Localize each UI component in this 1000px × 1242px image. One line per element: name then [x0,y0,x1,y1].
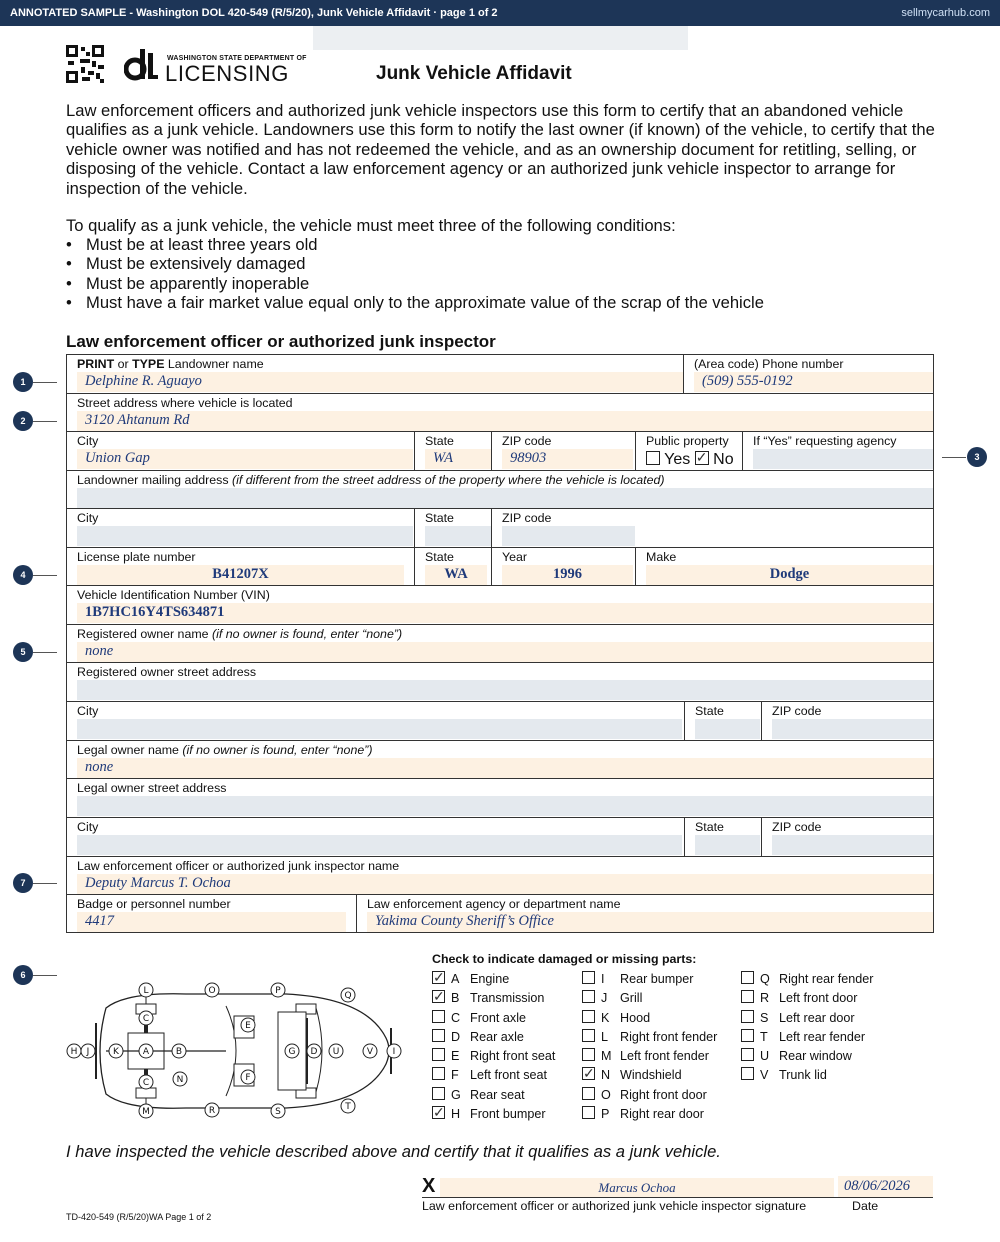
part-name: Left front door [779,991,858,1006]
city-value: Union Gap [85,450,150,466]
barcode-icon [66,45,104,83]
marker-leader-line [33,575,57,576]
registered-owner-cell [67,625,933,662]
legal-state-field[interactable] [695,835,760,855]
legal-city-row [67,818,933,857]
part-name: Rear window [779,1049,852,1064]
year-value: 1996 [553,566,582,582]
legal-zip-field[interactable] [772,835,933,855]
part-name: Rear axle [470,1029,524,1044]
phone-label: (Area code) Phone number [694,357,844,371]
part-name: Engine [470,972,510,986]
registered-state-field[interactable] [695,719,760,739]
svg-text:P: P [275,986,281,996]
city-cell [67,432,414,470]
part-checkbox[interactable] [432,1087,445,1100]
zip-field[interactable] [502,449,633,469]
marker-leader-line [33,421,57,422]
badge-cell [67,895,356,932]
zip-label: ZIP code [502,434,552,448]
svg-text:C: C [142,1014,150,1024]
part-letter: C [451,1010,461,1025]
legal-owner-field[interactable] [77,758,933,778]
certification-statement: I have inspected the vehicle described above and certify that it qualifies as a junk vehicle. [66,1142,721,1161]
form-title: Junk Vehicle Affidavit [376,63,572,84]
landowner-cell [67,355,683,393]
part-checkbox[interactable] [432,1048,445,1061]
requesting-agency-field[interactable] [753,449,933,469]
officer-cell [67,857,933,894]
svg-text:T: T [345,1102,351,1112]
marker-leader-line [33,975,57,976]
condition-item: • Must be apparently inoperable [66,274,764,293]
part-letter: F [451,1068,459,1083]
registered-city-label: City [77,704,99,718]
legal-state-label: State [695,820,724,834]
svg-text:G: G [288,1047,296,1057]
state-label: State [425,434,454,448]
signature-label: Law enforcement officer or authorized junk vehicle inspector signature [422,1199,807,1213]
officer-row [67,857,933,895]
year-field[interactable] [502,565,633,585]
qualify-lead: To qualify as a junk vehicle, the vehicle must meet three of the following conditions: [66,216,676,235]
part-checkbox[interactable] [741,1010,754,1023]
legal-owner-label: Legal owner name (if no owner is found, enter “none”) [77,743,373,757]
part-checkbox[interactable] [741,1029,754,1042]
legal-city-cell [67,818,684,856]
zip-cell [491,432,635,470]
part-name: Front axle [470,1010,526,1025]
registered-zip-cell [761,702,933,740]
svg-text:O: O [208,986,216,996]
marker-leader-line [942,457,966,458]
landowner-label: PRINT or TYPE Landowner name [77,357,264,371]
landowner-name-value: Delphine R. Aguayo [85,373,202,389]
year-label: Year [502,550,528,564]
make-value: Dodge [769,566,810,582]
part-checkbox[interactable] [741,1067,754,1080]
state-field[interactable] [425,449,491,469]
mailing-city-cell [67,509,414,547]
banner-site-link[interactable]: sellmycarhub.com [901,7,990,19]
svg-text:R: R [208,1106,216,1116]
registered-street-field[interactable] [77,680,933,700]
legal-zip-label: ZIP code [772,820,822,834]
legal-street-label: Legal owner street address [77,781,227,795]
part-letter: N [601,1068,611,1083]
part-name: Rear seat [470,1087,525,1102]
conditions-list [66,235,764,313]
legal-street-field[interactable] [77,796,933,816]
part-name: Hood [620,1010,651,1025]
annotation-marker[interactable]: 1 [13,372,33,392]
part-checkbox[interactable] [432,990,445,1003]
officer-label: Law enforcement officer or authorized junk inspector name [77,859,400,873]
part-letter: K [601,1010,610,1025]
part-letter: J [601,991,608,1006]
annotation-marker[interactable]: 3 [967,447,987,467]
part-checkbox[interactable] [582,1010,595,1023]
marker-leader-line [33,382,57,383]
part-checkbox[interactable] [432,1067,445,1080]
state-value: WA [433,450,453,466]
annotation-marker[interactable]: 6 [13,965,33,985]
street-row [67,394,933,432]
part-letter: S [760,1010,769,1025]
intro-paragraph: Law enforcement officers and authorized junk vehicle inspectors use this form to certify that an abandoned vehicle qualifies as a junk vehicle. Landowners use this form to notify the last owner (if known) of the vehicle, to certify that the vehicle owner was notified and has not redeemed the vehicle, and as an ownership document for retitling, selling, or disposing of the vehicle. Contact a law enforcement agency or an authorized junk vehicle inspector to arrange for inspection of the vehicle. [66,101,935,198]
legal-owner-row [67,741,933,779]
svg-text:Q: Q [344,991,352,1001]
part-letter: I [601,972,605,986]
condition-item: • Must be at least three years old [66,235,764,254]
part-letter: R [760,991,770,1006]
registered-street-label: Registered owner street address [77,665,257,679]
svg-text:D: D [310,1047,318,1057]
svg-text:A: A [142,1047,150,1057]
car-diagram-icon [66,978,406,1123]
registered-street-row [67,663,933,702]
part-name: Trunk lid [779,1068,827,1083]
make-label: Make [646,550,677,564]
part-letter: H [451,1107,461,1122]
svg-text:F: F [245,1073,251,1083]
date-label: Date [852,1199,879,1213]
svg-text:M: M [142,1107,150,1117]
registered-zip-field[interactable] [772,719,933,739]
agency-cell [356,895,933,932]
svg-text:U: U [332,1047,340,1057]
public-no-checkbox[interactable] [695,451,709,465]
part-name: Right front seat [470,1049,556,1064]
street-field[interactable] [77,411,933,431]
agency-name-logo: LICENSING [165,61,289,86]
part-letter: B [451,991,460,1006]
vin-value: 1B7HC16Y4TS634871 [85,604,225,620]
mailing-row [67,471,933,509]
registered-city-field[interactable] [77,719,682,739]
vehicle-state-value: WA [444,566,468,582]
part-name: Left rear fender [779,1029,866,1044]
annotation-marker[interactable]: 7 [13,873,33,893]
agency-field[interactable] [367,912,933,932]
condition-item: • Must have a fair market value equal only to the approximate value of the scrap of the vehicle [66,293,764,312]
signature-x-mark: X [422,1175,436,1197]
state-cell [414,432,491,470]
svg-text:V: V [366,1047,374,1057]
part-letter: V [760,1068,769,1083]
vin-row [67,586,933,625]
part-name: Left front fender [620,1049,709,1064]
vehicle-state-field[interactable] [425,565,487,585]
legal-zip-cell [761,818,933,856]
registered-owner-field[interactable] [77,642,933,662]
part-letter: T [760,1029,768,1044]
part-name: Right rear fender [779,972,874,986]
part-name: Transmission [470,991,545,1006]
badge-value: 4417 [85,913,114,929]
mailing-state-cell [414,509,491,547]
svg-text:B: B [175,1047,183,1057]
svg-text:K: K [113,1047,119,1057]
section-heading: Law enforcement officer or authorized junk inspector [66,332,496,351]
marker-leader-line [33,883,57,884]
street-label: Street address where vehicle is located [77,396,293,410]
legal-owner-value: none [85,759,114,775]
mailing-city-field[interactable] [77,526,413,546]
part-name: Right front fender [620,1029,718,1044]
svg-text:C: C [142,1078,150,1088]
mailing-city-row [67,509,933,548]
svg-text:L: L [143,986,149,996]
annotation-marker[interactable]: 4 [13,565,33,585]
registered-state-label: State [695,704,724,718]
svg-text:E: E [245,1021,251,1031]
badge-label: Badge or personnel number [77,897,231,911]
public-yes-checkbox[interactable] [646,451,660,465]
svg-text:N: N [176,1075,184,1085]
part-letter: P [601,1107,610,1122]
mailing-zip-label: ZIP code [502,511,552,525]
top-banner [0,0,1000,26]
part-letter: Q [760,972,770,986]
legal-city-label: City [77,820,99,834]
part-letter: L [601,1029,609,1044]
agency-value: Yakima County Sheriff’s Office [375,913,554,929]
make-cell [635,548,933,585]
mailing-zip-field[interactable] [502,526,635,546]
officer-value: Deputy Marcus T. Ochoa [85,875,231,891]
vin-label: Vehicle Identification Number (VIN) [77,588,270,602]
public-yes-label: Yes [664,451,691,468]
legal-state-cell [684,818,761,856]
annotation-marker[interactable]: 2 [13,411,33,431]
phone-field[interactable] [694,372,933,392]
registered-city-row [67,702,933,741]
registered-owner-row [67,625,933,663]
vin-cell [67,586,933,624]
registered-street-cell [67,663,933,701]
form-footer: TD-420-549 (R/5/20)WA Page 1 of 2 [66,1212,212,1222]
requesting-agency-cell [742,432,933,470]
city-field[interactable] [77,449,413,469]
public-property-options [646,451,734,469]
mailing-city-label: City [77,511,99,525]
part-name: Rear bumper [620,972,694,986]
registered-city-cell [67,702,684,740]
registered-zip-label: ZIP code [772,704,822,718]
svg-text:J: J [86,1047,90,1057]
mailing-field[interactable] [77,488,933,508]
vehicle-state-cell [414,548,491,585]
part-letter: E [451,1049,460,1064]
part-checkbox[interactable] [432,1106,445,1119]
part-checkbox[interactable] [741,1048,754,1061]
legal-city-field[interactable] [77,835,682,855]
part-name: Left rear door [779,1010,855,1025]
part-name: Left front seat [470,1068,548,1083]
agency-name-small: WASHINGTON STATE DEPARTMENT OF [167,55,307,62]
registered-owner-value: none [85,643,114,659]
city-label: City [77,434,99,448]
street-cell [67,394,933,431]
registered-owner-label: Registered owner name (if no owner is found, enter “none”) [77,627,403,641]
part-name: Front bumper [470,1107,546,1122]
vin-field[interactable] [77,603,933,623]
public-no-label: No [713,451,734,468]
parts-heading: Check to indicate damaged or missing parts: [432,952,697,966]
street-value: 3120 Ahtanum Rd [85,412,190,428]
officer-field[interactable] [77,874,933,894]
annotation-marker[interactable]: 5 [13,642,33,662]
year-cell [491,548,635,585]
part-checkbox[interactable] [582,1106,595,1119]
vehicle-row [67,548,933,586]
part-checkbox[interactable] [582,1067,595,1080]
badge-row [67,895,933,932]
public-property-cell [635,432,742,470]
part-letter: O [601,1087,611,1102]
plate-value: B41207X [212,566,269,582]
mailing-zip-cell [491,509,933,547]
part-letter: G [451,1087,461,1102]
signature-field[interactable]: Marcus Ochoa [440,1178,834,1197]
plate-cell [67,548,414,585]
legal-owner-cell [67,741,933,778]
badge-field[interactable] [77,912,346,932]
phone-cell [683,355,933,393]
part-name: Windshield [620,1068,682,1083]
part-checkbox[interactable] [582,990,595,1003]
part-checkbox[interactable] [432,1010,445,1023]
inspection-form [66,354,934,933]
plate-label: License plate number [77,550,196,564]
requesting-agency-label: If “Yes” requesting agency [753,434,897,448]
mailing-label: Landowner mailing address (if different from the street address of the property where the vehicle is located) [77,473,665,487]
empty-header-field[interactable] [313,26,688,50]
dol-logo-icon [124,47,158,83]
signature-line [422,1197,933,1198]
part-checkbox[interactable] [582,1029,595,1042]
registered-state-cell [684,702,761,740]
part-name: Right front door [620,1087,707,1102]
part-checkbox[interactable] [432,971,445,984]
agency-label: Law enforcement agency or department name [367,897,621,911]
part-checkbox[interactable] [582,1048,595,1061]
mailing-state-label: State [425,511,454,525]
part-name: Right rear door [620,1107,704,1122]
marker-leader-line [33,652,57,653]
legal-street-row [67,779,933,818]
condition-item: • Must be extensively damaged [66,254,764,273]
part-checkbox[interactable] [432,1029,445,1042]
legal-street-cell [67,779,933,817]
public-property-label: Public property [646,434,729,448]
svg-text:I: I [392,1047,396,1057]
part-checkbox[interactable] [582,1087,595,1100]
svg-text:S: S [275,1107,281,1117]
banner-title: ANNOTATED SAMPLE - Washington DOL 420-549 (R/5/20), Junk Vehicle Affidavit · page 1 of 2 [10,7,498,19]
landowner-name-field[interactable] [77,372,683,392]
part-name: Grill [620,991,643,1006]
phone-value: (509) 555-0192 [702,373,793,389]
location-row [67,432,933,471]
make-field[interactable] [646,565,933,585]
svg-text:H: H [70,1047,78,1057]
landowner-row [67,355,933,394]
part-letter: M [601,1049,612,1064]
part-letter: U [760,1049,770,1064]
part-checkbox[interactable] [741,971,754,984]
part-checkbox[interactable] [582,971,595,984]
date-field[interactable]: 08/06/2026 [838,1176,933,1197]
mailing-state-field[interactable] [425,526,491,546]
part-letter: D [451,1029,461,1044]
part-letter: A [451,972,460,986]
mailing-cell [67,471,933,508]
vehicle-state-label: State [425,550,454,564]
part-checkbox[interactable] [741,990,754,1003]
plate-field[interactable] [77,565,404,585]
zip-value: 98903 [510,450,547,466]
